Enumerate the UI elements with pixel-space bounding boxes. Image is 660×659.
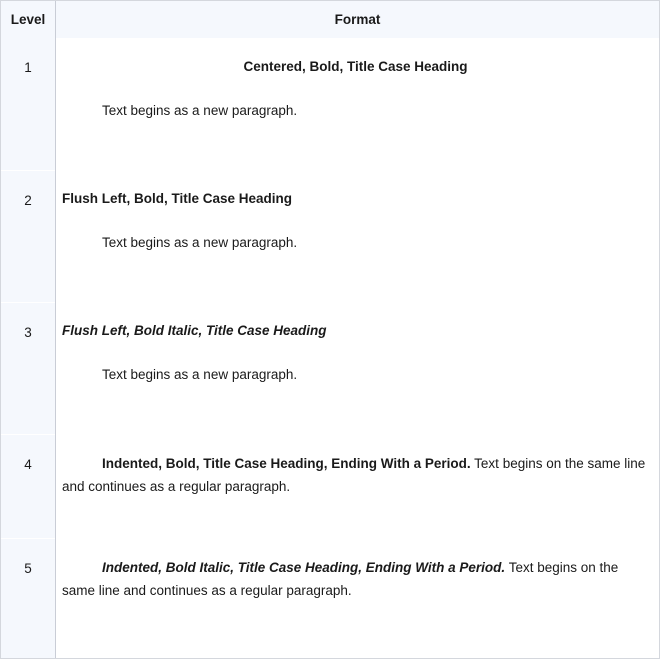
body-text-level-4: Text begins on the same line and continues as a regular paragraph.	[62, 456, 646, 495]
table-body	[1, 38, 659, 658]
format-cell-level-5	[56, 538, 659, 658]
level-cell: 3	[1, 302, 55, 434]
body-paragraph-level-1: Text begins as a new paragraph.	[102, 102, 298, 118]
body-paragraph-level-2: Text begins as a new paragraph.	[102, 234, 298, 250]
table-header-row	[1, 1, 659, 38]
heading-level-2: Flush Left, Bold, Title Case Heading	[62, 191, 293, 206]
level-cell: 2	[1, 170, 55, 302]
level-cell: 1	[24, 60, 32, 75]
body-paragraph-level-3: Text begins as a new paragraph.	[102, 366, 298, 382]
heading-level-3: Flush Left, Bold Italic, Title Case Heading	[62, 323, 327, 338]
level-cell: 5	[1, 538, 55, 658]
heading-level-5: Indented, Bold Italic, Title Case Heading, Ending With a Period.	[102, 560, 506, 575]
run-in-paragraph-level-5	[62, 538, 649, 602]
column-header-level: Level	[1, 1, 56, 38]
level-cell: 4	[1, 434, 55, 538]
heading-level-4: Indented, Bold, Title Case Heading, Ending With a Period.	[102, 456, 471, 471]
format-cell-level-2	[56, 170, 659, 302]
level-column	[1, 38, 56, 658]
run-in-paragraph-level-4	[62, 434, 649, 498]
heading-level-1: Centered, Bold, Title Case Heading	[243, 59, 468, 74]
format-cell-level-3	[56, 302, 659, 434]
format-cell-level-4	[56, 434, 659, 538]
format-column	[56, 38, 659, 658]
column-header-format: Format	[334, 12, 381, 27]
body-text-level-5: Text begins on the same line and continues as a regular paragraph.	[62, 560, 619, 599]
format-cell-level-1	[56, 38, 659, 170]
